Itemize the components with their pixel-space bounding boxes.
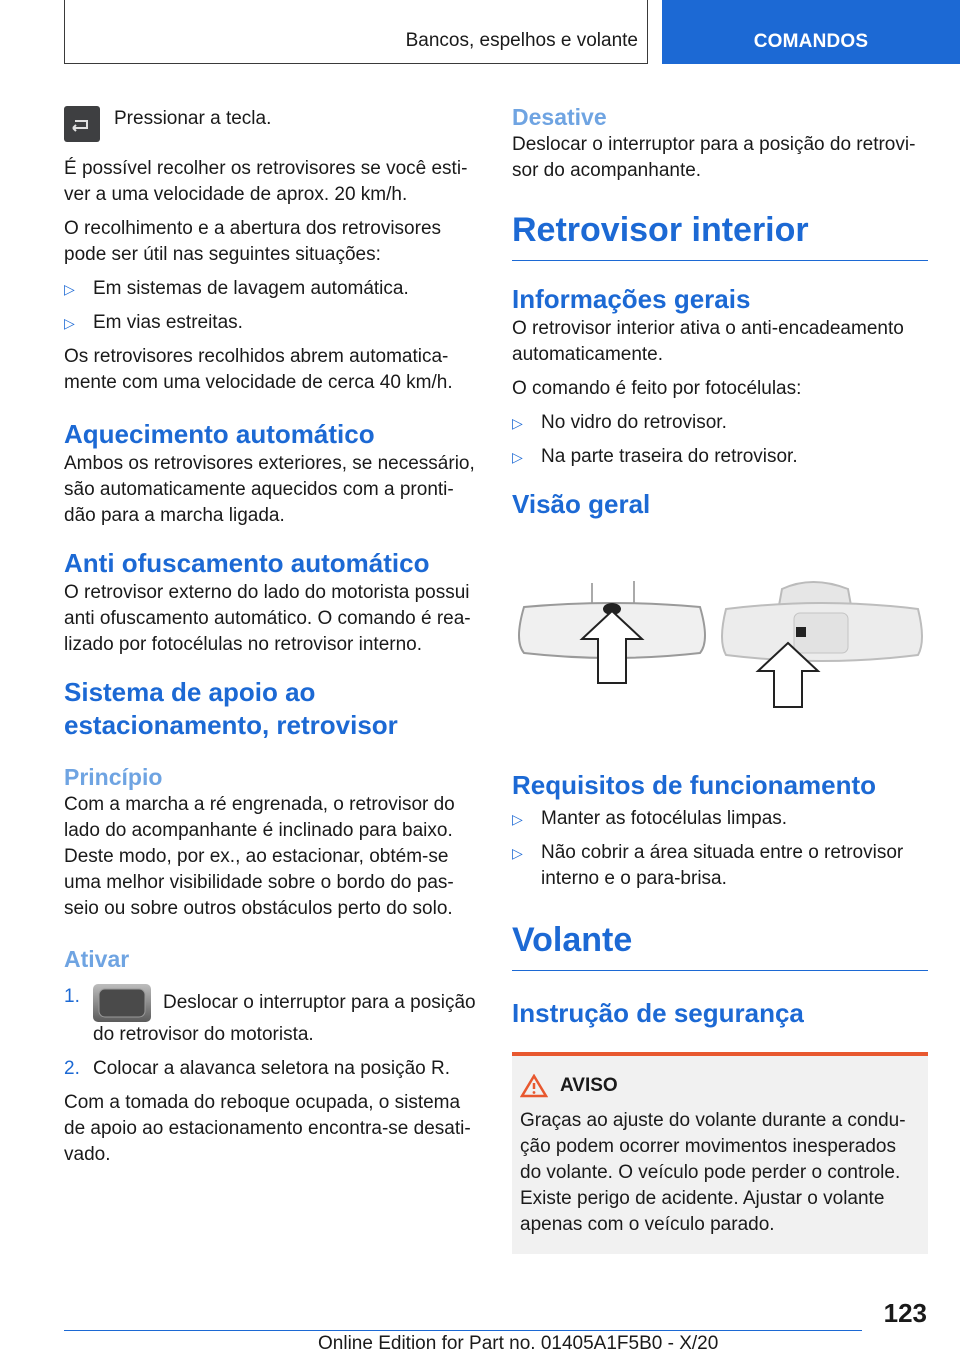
step-text: Deslocar o interruptor para a posição do retrovisor do motorista. bbox=[93, 992, 476, 1045]
list-item-text: Não cobrir a área situada entre o retrovisor interno e o para-brisa. bbox=[541, 842, 904, 889]
triangle-bullet-icon: ▷ bbox=[64, 315, 75, 331]
deactivate-paragraph: Deslocar o interruptor para a posição do retrovisor do acompanhante. bbox=[512, 134, 916, 181]
heading-principle: Princípio bbox=[64, 764, 163, 790]
step-text: Colocar a alavanca seletora na posição R. bbox=[93, 1058, 450, 1079]
triangle-bullet-icon: ▷ bbox=[512, 845, 523, 861]
heading-requirements: Requisitos de funcionamento bbox=[512, 770, 877, 800]
heading-interior-mirror: Retrovisor interior bbox=[512, 211, 809, 249]
step-number: 1. bbox=[64, 986, 80, 1007]
heading-rule bbox=[512, 260, 928, 261]
fold-situations-paragraph: O recolhimento e a abertura dos retrovisores pode ser útil nas seguintes situações: bbox=[64, 218, 442, 265]
antiglare-paragraph: O retrovisor externo do lado do motorista possui anti ofuscamento automático. O comando é realizado por fotocélulas no retrovisor interno. bbox=[64, 582, 471, 655]
step-1 bbox=[64, 984, 478, 1048]
mirror-illustration bbox=[512, 571, 928, 731]
trailer-paragraph: Com a tomada do reboque ocupada, o sistema de apoio ao estacionamento encontra-se desativado. bbox=[64, 1092, 471, 1165]
warning-box bbox=[512, 1052, 928, 1254]
footer-edition: Online Edition for Part no. 01405A1F5B0 - X/20 bbox=[318, 1333, 719, 1354]
list-item-text: Em vias estreitas. bbox=[93, 312, 243, 333]
triangle-bullet-icon: ▷ bbox=[512, 449, 523, 465]
heading-safety: Instrução de segurança bbox=[512, 998, 804, 1028]
control-paragraph: O comando é feito por fotocélulas: bbox=[512, 378, 802, 399]
list-item bbox=[64, 276, 478, 302]
header-section-title: Bancos, espelhos e volante bbox=[405, 30, 638, 51]
right-column bbox=[512, 100, 928, 1254]
warning-title-text: AVISO bbox=[560, 1075, 618, 1096]
mirror-switch-icon bbox=[93, 984, 151, 1022]
heading-antiglare: Anti ofuscamento automático bbox=[64, 548, 430, 578]
list-item bbox=[512, 806, 928, 832]
list-item-text: Na parte traseira do retrovisor. bbox=[541, 446, 798, 467]
left-column bbox=[64, 100, 478, 1176]
list-item bbox=[512, 840, 928, 892]
list-item bbox=[512, 410, 928, 436]
list-item-text: No vidro do retrovisor. bbox=[541, 412, 727, 433]
heading-general-info: Informações gerais bbox=[512, 284, 751, 314]
heading-rule bbox=[512, 970, 928, 971]
press-key-text: Pressionar a tecla. bbox=[114, 108, 272, 129]
step-content bbox=[93, 984, 478, 1048]
heading-steering-wheel: Volante bbox=[512, 921, 633, 959]
mirror-fold-key-icon bbox=[64, 106, 100, 142]
interior-mirror-illustration bbox=[512, 571, 928, 721]
fold-speed-paragraph: É possível recolher os retrovisores se você estiver a uma velocidade de aprox. 20 km/h. bbox=[64, 158, 468, 205]
general-paragraph: O retrovisor interior ativa o anti-encadeamento automaticamente. bbox=[512, 318, 904, 365]
principle-paragraph: Com a marcha a ré engrenada, o retrovisor do lado do acompanhante é inclinado para baixo. Deste modo, por ex., ao estacionar, obtém-se uma melhor visibilidade sobre o bordo do passeio ou sobre outros obstáculos perto do solo. bbox=[64, 794, 455, 919]
list-item bbox=[64, 310, 478, 336]
warning-title bbox=[520, 1074, 920, 1098]
list-item bbox=[512, 444, 928, 470]
press-key-row bbox=[64, 106, 478, 142]
header-tab-comandos[interactable]: COMANDOS bbox=[662, 0, 960, 64]
step-2 bbox=[64, 1056, 478, 1082]
page-number: 123 bbox=[883, 1298, 927, 1328]
heading-activate: Ativar bbox=[64, 946, 130, 972]
warning-triangle-icon bbox=[520, 1074, 548, 1098]
heading-heating: Aquecimento automático bbox=[64, 419, 375, 449]
triangle-bullet-icon: ▷ bbox=[512, 415, 523, 431]
heading-parking-assist: Sistema de apoio ao estacionamento, retrovisor bbox=[64, 677, 398, 740]
footer-rule bbox=[64, 1330, 862, 1331]
unfold-speed-paragraph: Os retrovisores recolhidos abrem automaticamente com uma velocidade de cerca 40 km/h. bbox=[64, 346, 453, 393]
step-number: 2. bbox=[64, 1058, 80, 1079]
warning-text: Graças ao ajuste do volante durante a condução podem ocorrer movimentos inesperados do volante. O veículo pode perder o controle. Existe perigo de acidente. Ajustar o volante apenas com o veículo parado. bbox=[520, 1110, 906, 1235]
heating-paragraph: Ambos os retrovisores exteriores, se necessário, são automaticamente aquecidos com a prontidão para a marcha ligada. bbox=[64, 453, 475, 526]
list-item-text: Em sistemas de lavagem automática. bbox=[93, 278, 409, 299]
triangle-bullet-icon: ▷ bbox=[512, 811, 523, 827]
heading-deactivate: Desative bbox=[512, 104, 607, 130]
list-item-text: Manter as fotocélulas limpas. bbox=[541, 808, 788, 829]
triangle-bullet-icon: ▷ bbox=[64, 281, 75, 297]
heading-overview: Visão geral bbox=[512, 489, 651, 519]
